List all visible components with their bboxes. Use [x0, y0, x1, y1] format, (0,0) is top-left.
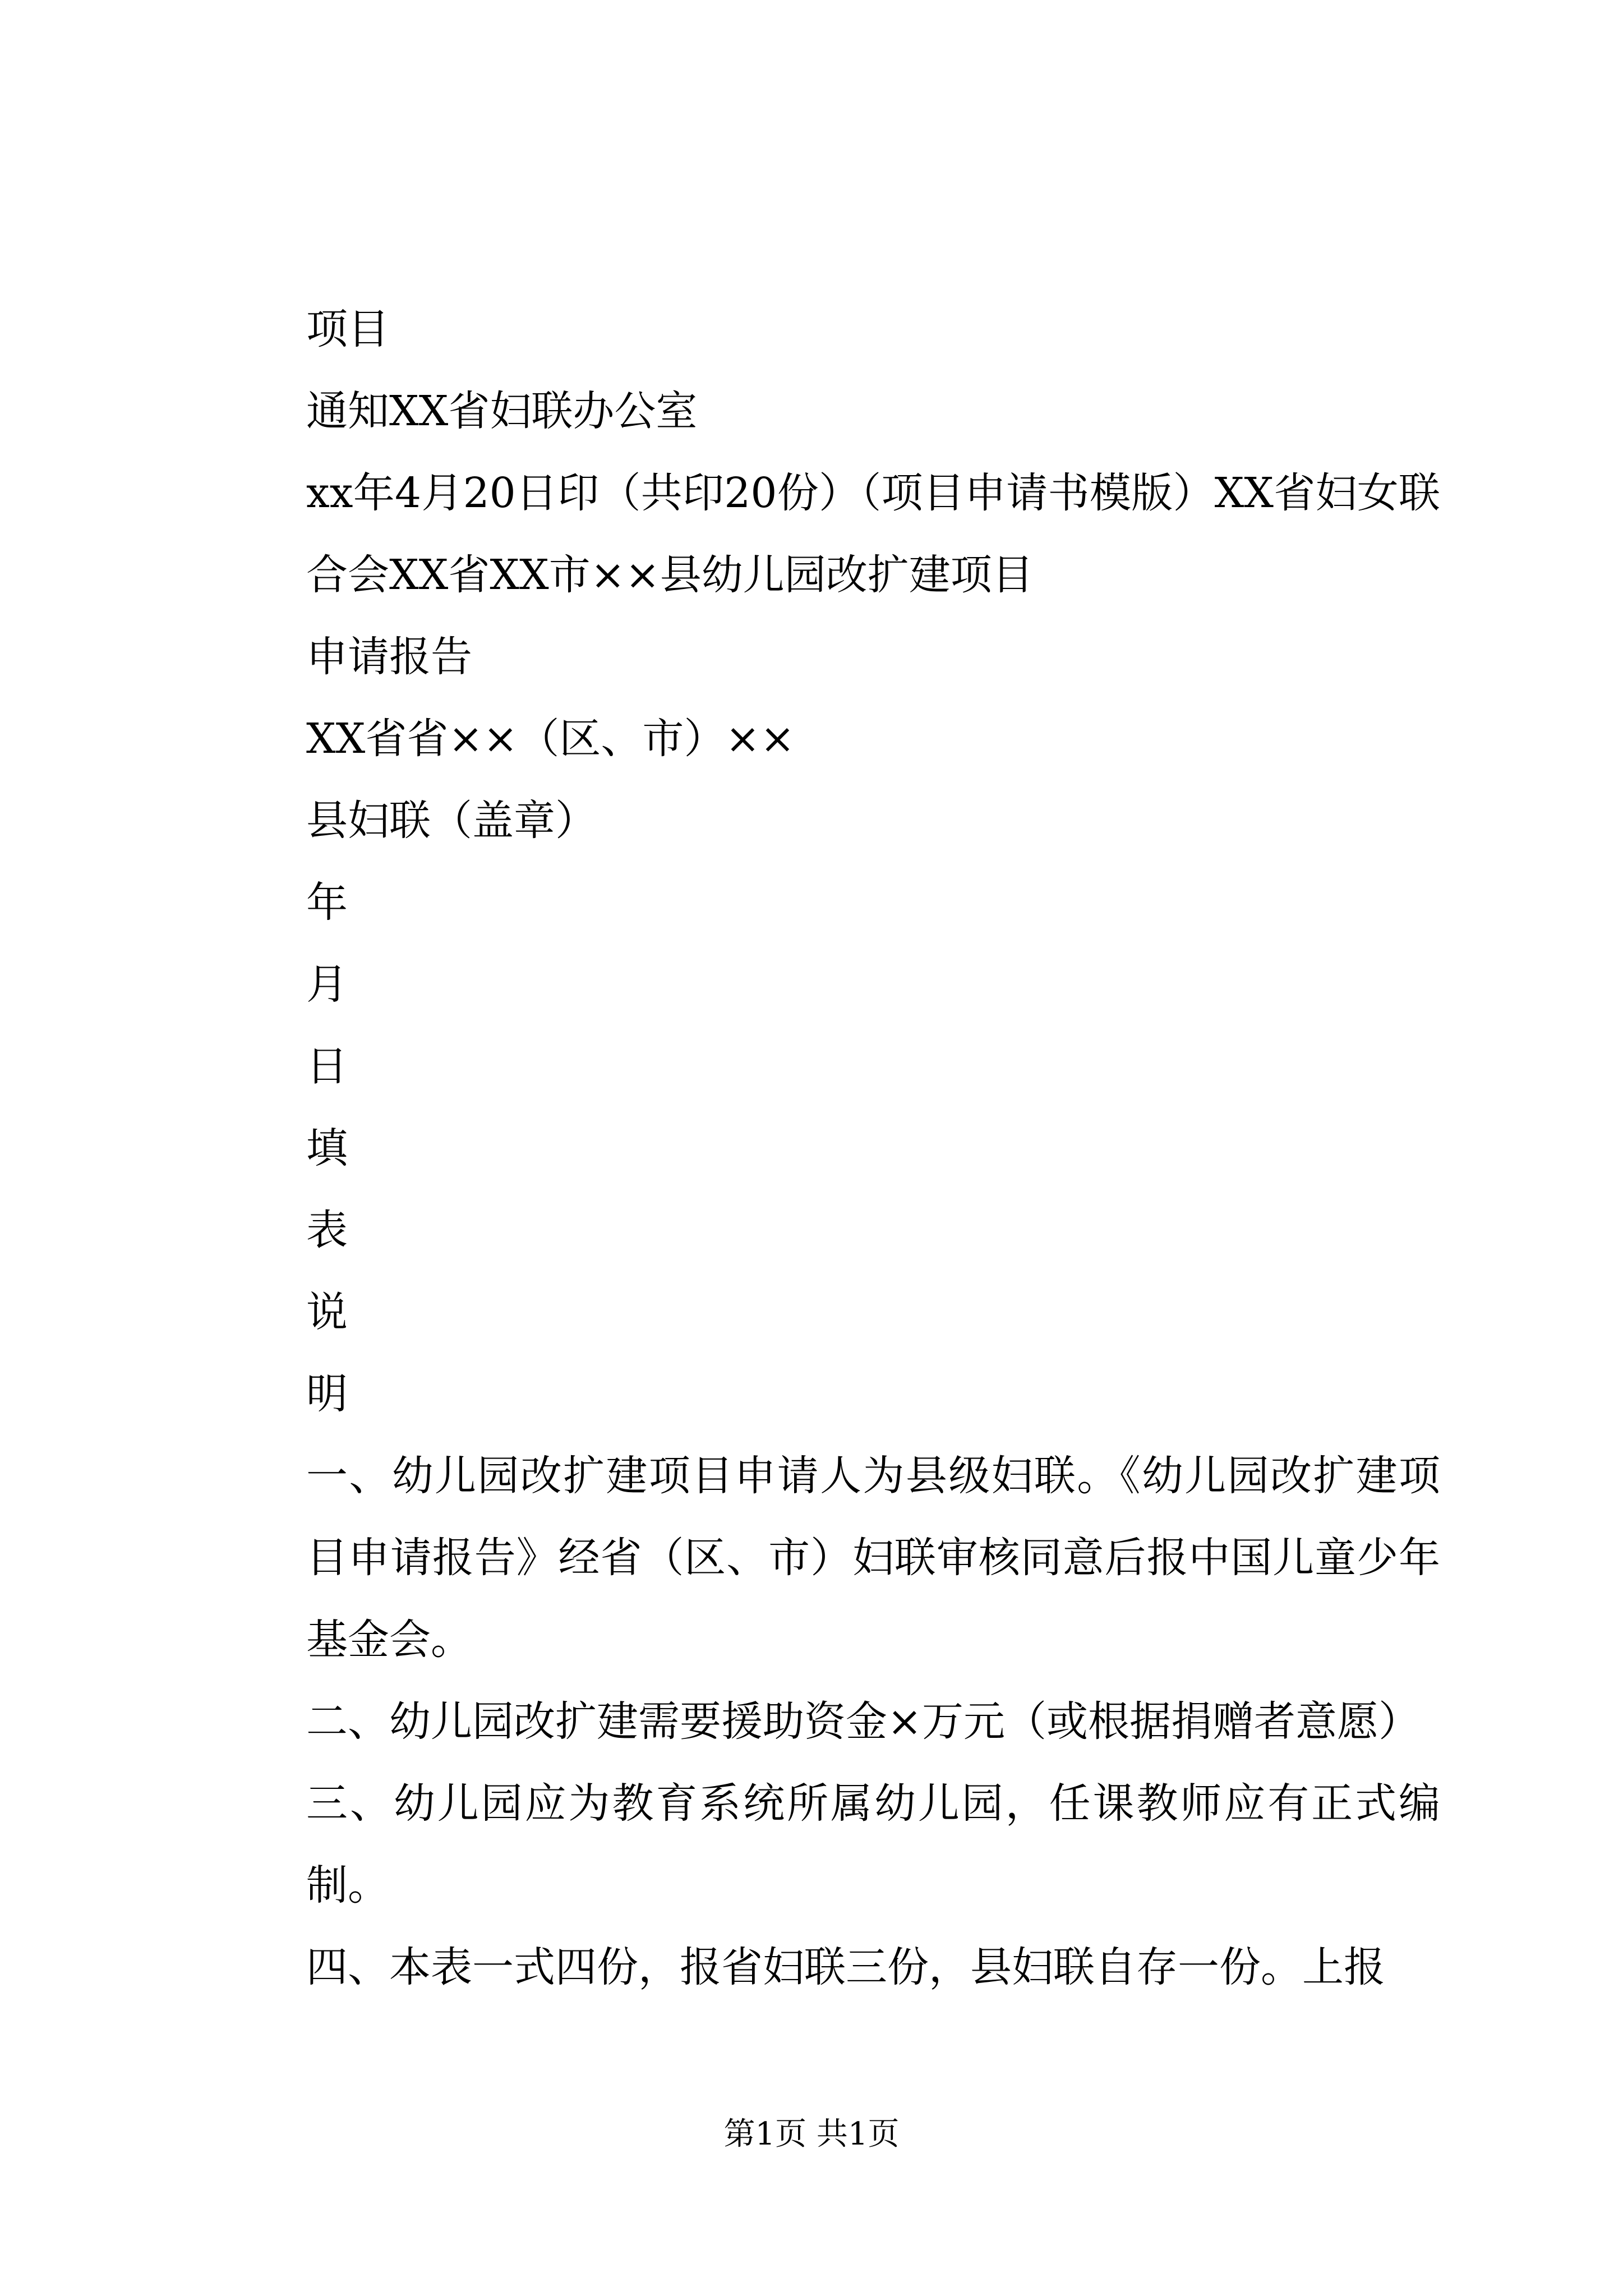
- paragraph-item-2: 二、幼儿园改扩建需要援助资金×万元（或根据捐赠者意愿）: [306, 1697, 1421, 1746]
- paragraph-notice: 通知XX省妇联办公室: [306, 387, 698, 435]
- paragraph-item-1: 一、幼儿园改扩建项目申请人为县级妇联。《幼儿园改扩建项目申请报告》经省（区、市）妇联审核同意后报中国儿童少年基金会。: [306, 1452, 1440, 1664]
- page-footer: 第1页 共1页: [723, 2116, 900, 2152]
- paragraph-county-seal: 县妇联（盖章）: [306, 797, 597, 845]
- paragraph-month: 月: [306, 960, 348, 1009]
- paragraph-explain: 说: [306, 1288, 348, 1336]
- paragraph-form: 表: [306, 1206, 348, 1254]
- paragraph-year: 年: [306, 878, 348, 927]
- paragraph-item-3: 三、幼儿园应为教育系统所属幼儿园，任课教师应有正式编制。: [306, 1779, 1440, 1910]
- paragraph-report-title: 申请报告: [306, 633, 472, 681]
- paragraph-item-4: 四、本表一式四份，报省妇联三份，县妇联自存一份。上报: [306, 1943, 1385, 1991]
- paragraph-day: 日: [306, 1042, 348, 1091]
- document-body: [220, 288, 1440, 2008]
- paragraph-project: 项目: [306, 305, 389, 353]
- paragraph-print-info: xx年4月20日印（共印20份）（项目申请书模版）XX省妇女联合会XX省XX市××县幼儿园改扩建项目: [306, 469, 1440, 599]
- paragraph-clarify: 明: [306, 1370, 348, 1418]
- paragraph-region: XX省省××（区、市）××: [306, 715, 795, 763]
- paragraph-fill: 填: [306, 1124, 348, 1172]
